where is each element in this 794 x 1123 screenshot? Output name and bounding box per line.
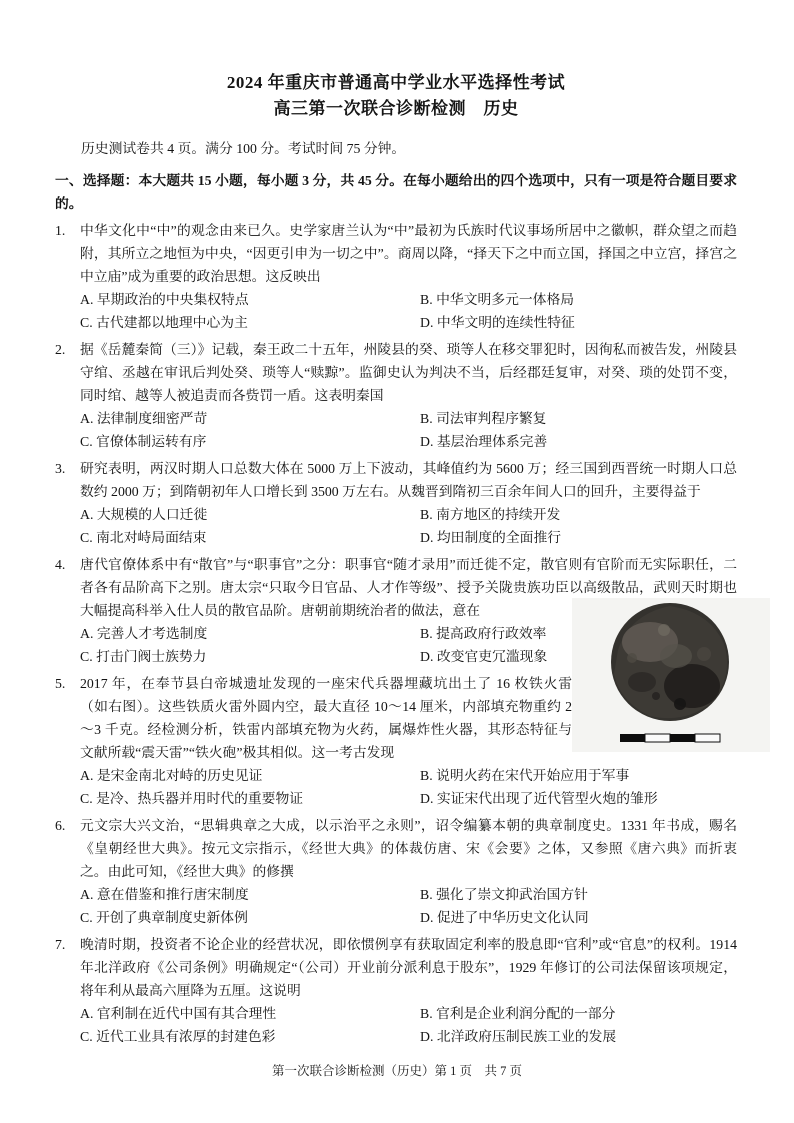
question-6-option-d: D. 促进了中华历史文化认同 xyxy=(420,910,589,925)
question-5-number: 5. xyxy=(55,676,66,691)
question-1-option-d: D. 中华文明的连续性特征 xyxy=(420,315,575,330)
iron-fire-thunder-photo xyxy=(572,598,770,752)
question-3-number: 3. xyxy=(55,461,66,476)
question-5-options xyxy=(80,764,737,810)
question-6 xyxy=(55,814,737,929)
question-7-option-a: A. 官利制在近代中国有其合理性 xyxy=(80,1006,277,1021)
question-7 xyxy=(55,933,737,1048)
question-3-option-c: C. 南北对峙局面结束 xyxy=(80,530,207,545)
question-4-option-a: A. 完善人才考选制度 xyxy=(80,626,208,641)
question-2-body xyxy=(80,338,737,453)
question-2-stem: 据《岳麓秦简（三）》记载，秦王政二十五年，州陵县的癸、琐等人在移交罪犯时，因徇私而被告发，州陵县守绾、丞越在审讯后判处癸、琐等人“赎黥”。监御史认为判决不当，后经郡廷复审，对癸、琐的处罚不变，同时绾、越等人被追责而各赀罚一盾。这表明秦国 xyxy=(80,342,737,403)
question-1 xyxy=(55,219,737,334)
question-3-body xyxy=(80,457,737,549)
question-6-option-c: C. 开创了典章制度史新体例 xyxy=(80,910,248,925)
question-4-option-d: D. 改变官吏冗滥现象 xyxy=(420,649,548,664)
question-7-options xyxy=(80,1002,737,1048)
question-6-option-b: B. 强化了崇文抑武治国方针 xyxy=(420,887,588,902)
scale-bar xyxy=(620,734,720,742)
question-2 xyxy=(55,338,737,453)
question-1-option-c: C. 古代建都以地理中心为主 xyxy=(80,315,248,330)
question-1-option-b: B. 中华文明多元一体格局 xyxy=(420,292,575,307)
question-2-option-b: B. 司法审判程序繁复 xyxy=(420,411,547,426)
question-4-number: 4. xyxy=(55,557,66,572)
question-4-option-b: B. 提高政府行政效率 xyxy=(420,626,547,641)
question-2-options xyxy=(80,407,737,453)
exam-title-line2: 高三第一次联合诊断检测 历史 xyxy=(273,99,519,118)
question-6-number: 6. xyxy=(55,818,66,833)
question-1-option-a: A. 早期政治的中央集权特点 xyxy=(80,292,249,307)
question-7-option-b: B. 官利是企业利润分配的一部分 xyxy=(420,1006,616,1021)
question-1-number: 1. xyxy=(55,223,66,238)
question-1-body xyxy=(80,219,737,334)
question-6-options xyxy=(80,883,737,929)
exam-title-line1: 2024 年重庆市普通高中学业水平选择性考试 xyxy=(226,73,566,92)
question-7-body xyxy=(80,933,737,1048)
question-7-option-d: D. 北洋政府压制民族工业的发展 xyxy=(420,1029,617,1044)
question-1-stem: 中华文化中“中”的观念由来已久。史学家唐兰认为“中”最初为氏族时代议事场所居中之徽帜，群众望之而趋附，其所立之地恒为中央，“因更引申为一切之中”。商周以降，“择天下之中而立国，择国之中立宫，择宫之中立庙”成为重要的政治思想。这反映出 xyxy=(80,223,737,284)
question-5-figure xyxy=(572,598,770,752)
question-1-options xyxy=(80,288,737,334)
question-2-option-c: C. 官僚体制运转有序 xyxy=(80,434,207,449)
question-7-stem: 晚清时期，投资者不论企业的经营状况，即依惯例享有获取固定利率的股息即“官利”或“官息”的权利。1914 年北洋政府《公司条例》明确规定“（公司）开业前分派利息于股东”，1929 年修订的公司法保留该项规定，将年利从最高六厘降为五厘。这说明 xyxy=(80,937,737,998)
question-6-body xyxy=(80,814,737,929)
question-6-stem: 元文宗大兴文治，“思辑典章之大成，以示治平之永则”，诏令编纂本朝的典章制度史。1331 年书成，赐名《皇朝经世大典》。按元文宗指示，《经世大典》的体裁仿唐、宋《会要》之体，又参照《唐六典》而折衷之。由此可知，《经世大典》的修撰 xyxy=(80,818,737,879)
question-4-stem: 唐代官僚体系中有“散官”与“职事官”之分：职事官“随才录用”而迁徙不定，散官则有官阶而无实际职任，二者各有品阶高下之别。唐太宗“只取今日官品、人才作等级”、授予关陇贵族功臣以高级散品，武则天时期也大幅提高科举入仕人员的散官品阶。唐朝前期统治者的做法，意在 xyxy=(80,557,737,618)
question-5-option-c: C. 是冷、热兵器并用时代的重要物证 xyxy=(80,791,304,806)
question-4-option-c: C. 打击门阀士族势力 xyxy=(80,649,207,664)
question-5-option-d: D. 实证宋代出现了近代管型火炮的雏形 xyxy=(420,791,658,806)
section-header: 一、选择题：本大题共 15 小题，每小题 3 分，共 45 分。在每小题给出的四个选项中，只有一项是符合题目要求的。 xyxy=(55,173,737,211)
question-2-option-d: D. 基层治理体系完善 xyxy=(420,434,548,449)
page-footer: 第一次联合诊断检测（历史）第 1 页 共 7 页 xyxy=(271,1064,522,1078)
exam-info: 历史测试卷共 4 页。满分 100 分。考试时间 75 分钟。 xyxy=(81,141,406,156)
question-2-option-a: A. 法律制度细密严苛 xyxy=(80,411,208,426)
question-2-number: 2. xyxy=(55,342,66,357)
question-3-option-b: B. 南方地区的持续开发 xyxy=(420,507,561,522)
question-7-number: 7. xyxy=(55,937,66,952)
question-6-option-a: A. 意在借鉴和推行唐宋制度 xyxy=(80,887,249,902)
question-5-stem: 2017 年，在奉节县白帝城遗址发现的一座宋代兵器埋藏坑出土了 16 枚铁火雷（如右图）。这些铁质火雷外圆内空，最大直径 10～14 厘米，内部填充物重约 2～3 千克。经检测分析，铁雷内部填充物为火药，属爆炸性火器，其形态特征与文献所载“震天雷”“铁火砲”极其相似。这一考古发现 xyxy=(80,676,572,760)
question-3 xyxy=(55,457,737,549)
question-3-stem: 研究表明，两汉时期人口总数大体在 5000 万上下波动，其峰值约为 5600 万；经三国到西晋统一时期人口总数约 2000 万；到隋朝初年人口增长到 3500 万左右。从魏晋到隋初三百余年间人口的回升，主要得益于 xyxy=(80,461,737,499)
question-5-option-b: B. 说明火药在宋代开始应用于军事 xyxy=(420,768,630,783)
question-3-option-a: A. 大规模的人口迁徙 xyxy=(80,507,208,522)
question-5-option-a: A. 是宋金南北对峙的历史见证 xyxy=(80,768,263,783)
question-3-options xyxy=(80,503,737,549)
question-7-option-c: C. 近代工业具有浓厚的封建色彩 xyxy=(80,1029,276,1044)
question-3-option-d: D. 均田制度的全面推行 xyxy=(420,530,562,545)
